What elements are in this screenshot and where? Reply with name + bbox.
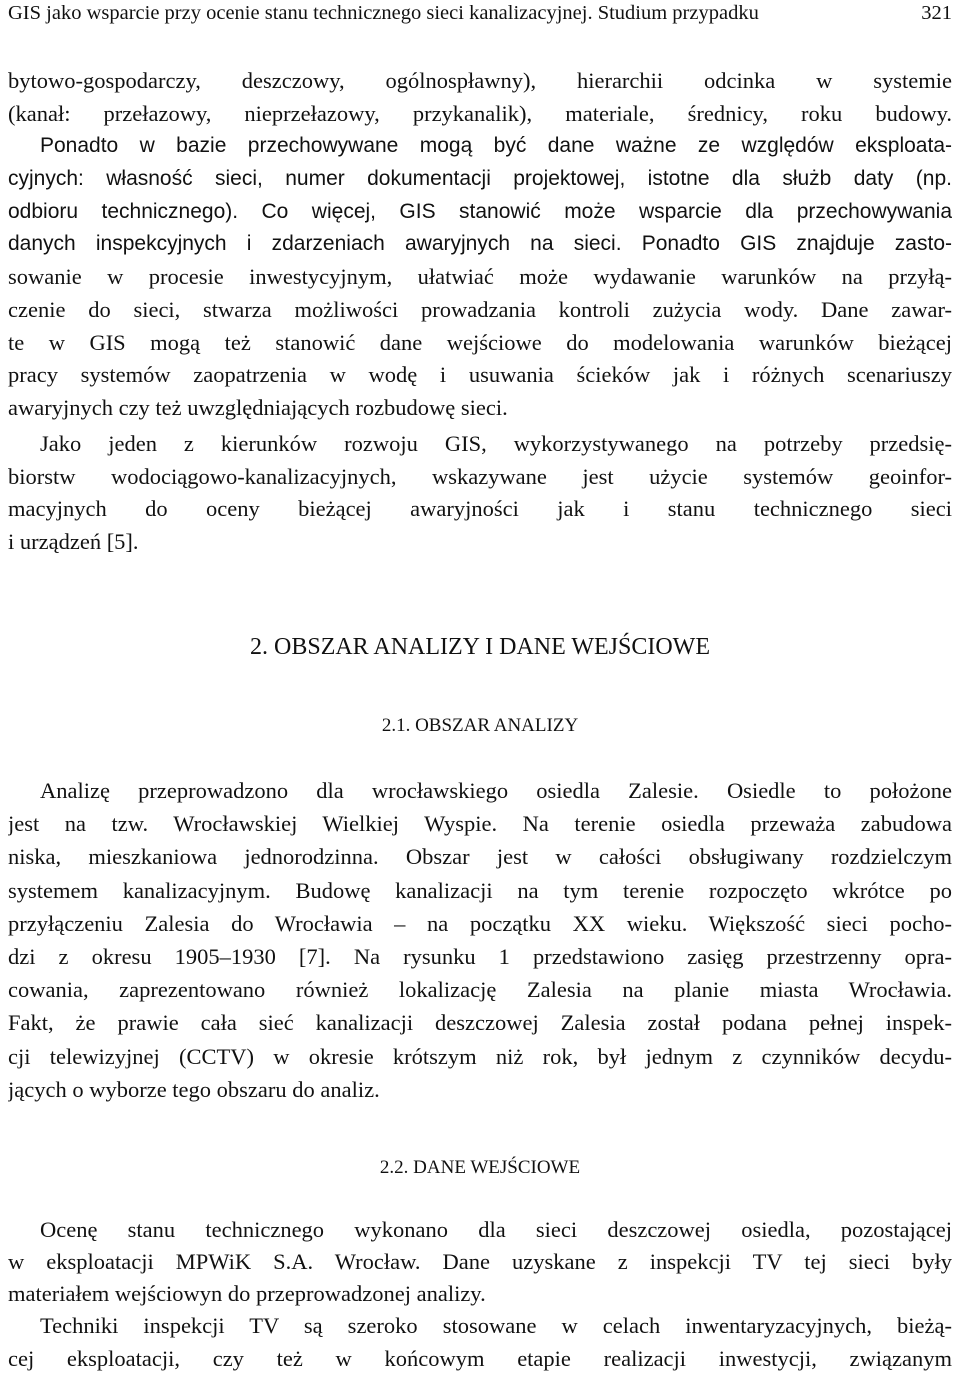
text-line: jest na tzw. Wrocławskiej Wielkiej Wyspie. Na terenie osiedla przeważa zabudowa [8,811,952,837]
running-head [8,0,952,26]
text-line: materiałem wejściowyn do przeprowadzonej analizy. [8,1281,486,1306]
text-line: cji telewizyjnej (CCTV) w okresie krótszym niż rok, był jednym z czynników decydu- [8,1043,952,1069]
paragraph-5 [8,1310,952,1375]
subsection-heading-analysis-area: 2.1. OBSZAR ANALIZY [381,715,579,736]
text-line: Ponadto w bazie przechowywane mogą być dane ważne ze względów eksploata- [40,134,952,158]
text-line: Jako jeden z kierunków rozwoju GIS, wykorzystywanego na potrzeby przedsię- [40,431,952,456]
text-line: cowania, zaprezentowano również lokalizację Zalesia na planie miasta Wrocławia. [8,977,952,1003]
text-line: dzi z okresu 1905–1930 [7]. Na rysunku 1 przedstawiono zasięg przestrzenny opra- [8,944,952,970]
text-line: bytowo-gospodarczy, deszczowy, ogólnospławny), hierarchii odcinka w systemie [8,68,952,93]
paragraph-2 [8,428,952,559]
text-line: pracy systemów zaopatrzenia w wodę i usuwania ścieków jak i różnych scenariuszy [8,362,952,388]
text-line: sowanie w procesie inwestycyjnym, ułatwiać może wydawanie warunków na przyłą- [8,264,952,290]
text-line: systemem kanalizacyjnym. Budowę kanalizacji na tym terenie rozpoczęto wkrótce po [8,877,952,903]
paragraph-3 [8,774,952,1106]
text-line: przyłączeniu Zalesia do Wrocławia – na początku XX wieku. Większość sieci pocho- [8,910,952,936]
text-line: odbioru technicznego). Co więcej, GIS stanowić może wsparcie dla przechowywania [8,199,952,223]
text-line: Fakt, że prawie cała sieć kanalizacji deszczowej Zalesia został podana pełnej inspek- [8,1010,952,1036]
page-number: 321 [921,2,952,24]
text-line: macyjnych do oceny bieżącej awaryjności jak i stanu technicznego sieci [8,496,952,522]
text-line: Analizę przeprowadzono dla wrocławskiego osiedla Zalesie. Osiedle to położone [40,778,952,803]
subsection-heading-input-data: 2.2. DANE WEJŚCIOWE [379,1157,581,1178]
running-head-title: GIS jako wsparcie przy ocenie stanu technicznego sieci kanalizacyjnej. Studium przypadku [8,2,759,24]
text-line: awaryjnych czy też uwzględniających rozbudowę sieci. [8,394,508,420]
text-line: Ocenę stanu technicznego wykonano dla sieci deszczowej osiedla, pozostającej [40,1217,952,1242]
text-line: w eksploatacji MPWiK S.A. Wrocław. Dane uzyskane z inspekcji TV tej sieci były [8,1249,952,1274]
text-line: jących o wyborze tego obszaru do analiz. [8,1076,380,1102]
text-line: czenie do sieci, stwarza możliwości prowadzania kontroli zużycia wody. Dane zawar- [8,296,952,322]
section-heading: 2. OBSZAR ANALIZY I DANE WEJŚCIOWE [250,634,710,660]
text-line: te w GIS mogą też stanowić dane wejściowe do modelowania warunków bieżącej [8,329,952,355]
text-line: danych inspekcyjnych i zdarzeniach awaryjnych na sieci. Ponadto GIS znajduje zasto- [8,232,952,256]
text-line: biorstw wodociągowo-kanalizacyjnych, wskazywane jest użycie systemów geoinfor- [8,463,952,489]
text-line: i urządzeń [5]. [8,529,139,555]
text-line: Techniki inspekcji TV są szeroko stosowane w celach inwentaryzacyjnych, bieżą- [40,1313,952,1338]
paragraph-1 [8,65,952,425]
text-line: cyjnych: własność sieci, numer dokumentacji projektowej, istotne dla służb daty (np. [8,167,952,191]
paragraph-4 [8,1214,952,1310]
text-line: niska, mieszkaniowa jednorodzinna. Obszar jest w całości obsługiwany rozdzielczym [8,844,952,870]
text-line: (kanał: przełazowy, nieprzełazowy, przykanalik), materiale, średnicy, roku budowy. [8,100,952,126]
text-line: cej eksploatacji, czy też w końcowym etapie realizacji inwestycji, związanym [8,1345,952,1371]
